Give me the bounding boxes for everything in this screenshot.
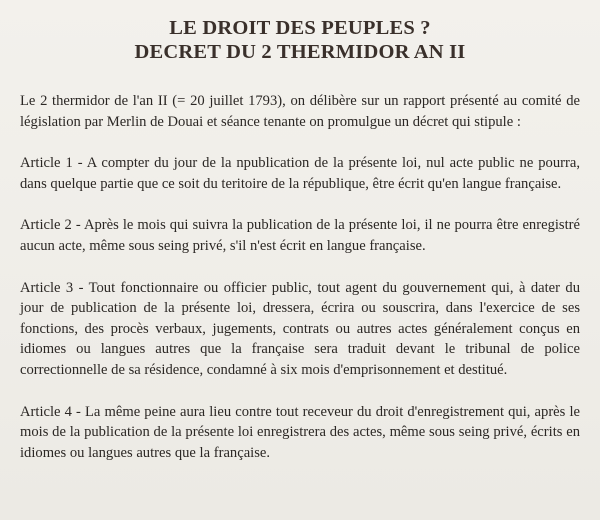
page-title xyxy=(20,16,580,64)
title-line-1: LE DROIT DES PEUPLES ? xyxy=(169,17,431,39)
article-2: Article 2 - Après le mois qui suivra la publication de la présente loi, il ne pourra être enregistré aucun acte, même sous seing privé, s'il n'est écrit en langue française. xyxy=(20,217,580,254)
article-3: Article 3 - Tout fonctionnaire ou officier public, tout agent du gouvernement qui, à dater du jour de publication de la présente loi, dressera, écrira ou souscrira, dans l'exercice de ses fonctions, des procès verbaux, jugements, contrats ou autres actes généralement conçus en idiomes ou langues autres que la française sera traduit devant le tribunal de police correctionnelle de sa résidence, condamné à six mois d'emprisonnement et destitué. xyxy=(20,279,580,378)
title-line-2: DECRET DU 2 THERMIDOR AN II xyxy=(134,41,466,63)
intro-paragraph: Le 2 thermidor de l'an II (= 20 juillet 1793), on délibère sur un rapport présenté au comité de législation par Merlin de Douai et séance tenante on promulgue un décret qui stipule : xyxy=(20,93,580,130)
article-4: Article 4 - La même peine aura lieu contre tout receveur du droit d'enregistrement qui, après le mois de la publication de la présente loi enregistrera des actes, même sous seing privé, écrits en idiomes ou langues autres que la française. xyxy=(20,403,580,461)
article-1: Article 1 - A compter du jour de la npublication de la présente loi, nul acte public ne pourra, dans quelque partie que ce soit du teritoire de la république, être écrit qu'en langue française. xyxy=(20,155,580,192)
document-body xyxy=(20,91,580,463)
